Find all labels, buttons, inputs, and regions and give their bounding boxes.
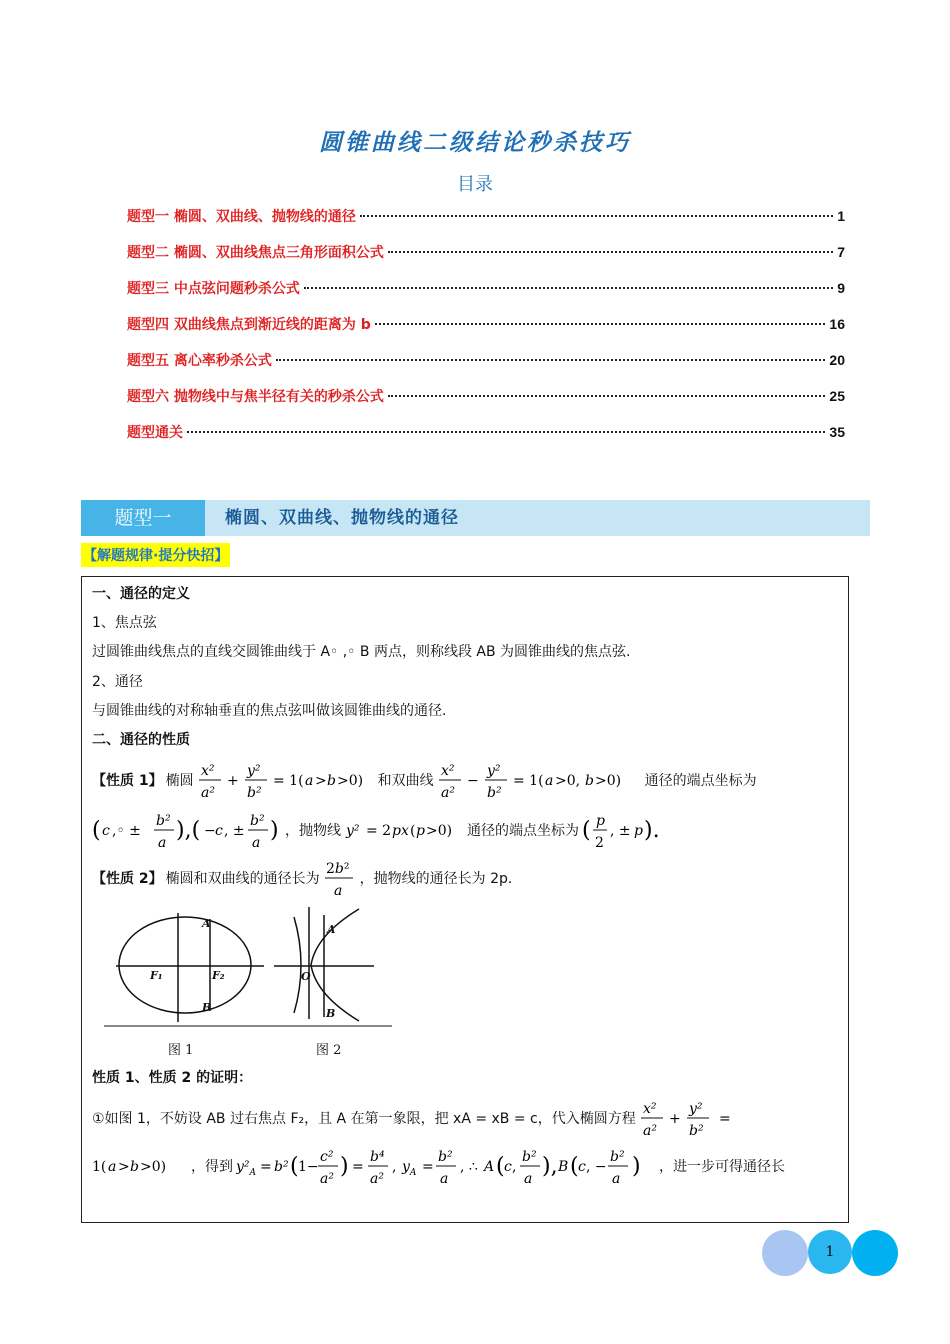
toc-leader [304, 287, 833, 289]
svg-text:>: > [314, 773, 327, 789]
property-1-text-a: 椭圆 [165, 773, 194, 789]
svg-text:1(: 1( [92, 1159, 107, 1175]
property-1-tag: 【性质 1】 [92, 773, 163, 789]
svg-text:a²: a² [370, 1171, 384, 1187]
svg-text:a: a [524, 1171, 533, 1187]
heading-properties: 二、通径的性质 [92, 732, 190, 748]
label-f1: F₁ [150, 969, 163, 982]
svg-text:(: ( [582, 818, 591, 843]
property-2-tag: 【性质 2】 [92, 871, 163, 887]
svg-text:= 2: = 2 [366, 823, 392, 839]
toc-leader [388, 395, 826, 397]
svg-text:A: A [484, 1159, 495, 1175]
svg-text:y²: y² [688, 1101, 703, 1117]
endpoint-coordinates [92, 807, 282, 853]
svg-text:c: c [215, 823, 223, 839]
document-title: 圆锥曲线二级结论秒杀技巧 [319, 130, 631, 156]
svg-text:=: = [422, 1159, 434, 1175]
toc-item-label: 题型一 椭圆、双曲线、抛物线的通径 [127, 209, 356, 225]
svg-text:2: 2 [595, 835, 604, 851]
svg-text:B: B [558, 1159, 569, 1175]
svg-text:a: a [304, 773, 313, 789]
parabola-endpoints [582, 807, 662, 853]
svg-text:, −: , − [586, 1159, 607, 1175]
svg-text:(: ( [410, 823, 416, 839]
svg-text:): ) [632, 1154, 641, 1179]
svg-text:a: a [158, 835, 167, 851]
hyperbola-equation [437, 757, 642, 803]
figure-1-caption: 图 1 [168, 1043, 194, 1058]
svg-text:b²: b² [274, 1159, 289, 1175]
svg-text:a²: a² [642, 1123, 657, 1139]
svg-text:p: p [416, 823, 425, 839]
svg-text:>0,: >0, [554, 773, 580, 789]
section-header [81, 500, 870, 536]
paragraph-focal-chord: 过圆锥曲线焦点的直线交圆锥曲线于 A◦ ,◦ B 两点，则称线段 AB 为圆锥曲线的焦点弦. [92, 644, 631, 660]
svg-text:b⁴: b⁴ [370, 1149, 385, 1165]
proof-text-c: ，进一步可得通径长 [659, 1159, 785, 1175]
svg-text:=: = [718, 1111, 731, 1127]
svg-text:c: c [102, 823, 110, 839]
svg-text:= 1(: = 1( [272, 773, 304, 789]
toc-leader [276, 359, 826, 361]
parabola-equation [344, 807, 464, 853]
svg-text:b²: b² [522, 1149, 537, 1165]
proof-text-a: ①如图 1，不妨设 AB 过右焦点 F₂，且 A 在第一象限，把 xA = xB = c，代入椭圆方程 [92, 1111, 636, 1127]
toc-leader [388, 251, 833, 253]
toc-item-page: 35 [829, 424, 845, 440]
svg-text:): ) [340, 1154, 349, 1179]
svg-text:yA: $y_A$ [402, 1159, 417, 1178]
label-o: O [301, 970, 311, 983]
svg-text:),(: ),( [176, 818, 201, 843]
property-2-text-b: ，抛物线的通径长为 2p. [359, 871, 513, 887]
property-1-text-c: 通径的端点坐标为 [644, 773, 757, 789]
section-title: 椭圆、双曲线、抛物线的通径 [225, 508, 459, 528]
property-2-line [92, 855, 512, 901]
content-box [81, 576, 849, 1223]
toc-item-label: 题型五 离心率秒杀公式 [127, 353, 272, 369]
section-tag: 题型一 [81, 500, 205, 536]
svg-text:a: a [612, 1171, 621, 1187]
svg-text:b²: b² [250, 813, 265, 829]
svg-text:y²: y² [346, 823, 360, 839]
svg-text:y²: y² [246, 763, 261, 779]
proof-ellipse-equation [639, 1095, 739, 1141]
paragraph-latus-rectum: 与圆锥曲线的对称轴垂直的焦点弦叫做该圆锥曲线的通径. [92, 703, 447, 719]
property-1-text-d: ，抛物线 [285, 823, 341, 839]
svg-text:,: , [392, 1159, 397, 1175]
svg-text:p: p [634, 823, 643, 839]
svg-text:2b²: 2b² [325, 861, 350, 877]
svg-text:y²: y² [486, 763, 501, 779]
label-f2: F₂ [212, 969, 225, 982]
svg-text:a: a [333, 883, 342, 899]
svg-text:b²: b² [246, 785, 262, 801]
toc-item[interactable] [127, 242, 845, 278]
toc-item[interactable] [127, 206, 845, 242]
toc-item-page: 9 [837, 280, 845, 296]
property-1-line-2 [92, 807, 662, 853]
svg-text:a: a [544, 773, 553, 789]
svg-text:>: > [118, 1159, 130, 1175]
figure-conics [104, 907, 394, 1032]
label-b-fig2: B [326, 1007, 336, 1020]
svg-text:+: + [668, 1111, 681, 1127]
page-decor-circle-right [852, 1230, 898, 1276]
table-of-contents [127, 206, 845, 458]
toc-item[interactable] [127, 278, 845, 314]
svg-text:b²: b² [688, 1123, 704, 1139]
figure-2-caption: 图 2 [316, 1043, 342, 1058]
page-decor-circle-left [762, 1230, 808, 1276]
toc-item[interactable] [127, 422, 845, 458]
svg-text:),: ), [542, 1154, 558, 1179]
svg-text:x²: x² [200, 763, 215, 779]
svg-text:(: ( [570, 1154, 579, 1179]
svg-text:p: p [596, 813, 605, 829]
toc-leader [187, 431, 825, 433]
svg-text:b²: b² [486, 785, 502, 801]
svg-text:y²A: $y^2_A$ [236, 1159, 257, 1178]
svg-text:a: a [440, 1171, 449, 1187]
proof-line-2 [92, 1143, 785, 1189]
svg-text:=: = [260, 1159, 272, 1175]
svg-text:= 1(: = 1( [512, 773, 544, 789]
svg-text:(: ( [496, 1154, 505, 1179]
svg-text:>0): >0) [140, 1159, 167, 1175]
toc-item[interactable] [127, 386, 845, 422]
toc-item-label: 题型三 中点弦问题秒杀公式 [127, 281, 300, 297]
svg-text:px: px [392, 823, 409, 839]
svg-text:).: ). [644, 818, 660, 843]
proof-heading: 性质 1、性质 2 的证明： [92, 1070, 253, 1086]
toc-leader [360, 215, 833, 217]
svg-text:(: ( [290, 1154, 299, 1179]
svg-text:>0): >0) [426, 823, 453, 839]
proof-derivation [236, 1143, 656, 1189]
toc-item-label: 题型二 椭圆、双曲线焦点三角形面积公式 [127, 245, 384, 261]
svg-text:b: b [584, 773, 594, 789]
toc-item-page: 20 [829, 352, 845, 368]
ellipse-equation [197, 757, 375, 803]
svg-text:b²: b² [438, 1149, 453, 1165]
svg-text:c: c [504, 1159, 512, 1175]
toc-item[interactable] [127, 350, 845, 386]
svg-text:b²: b² [156, 813, 171, 829]
property-1-line-1 [92, 757, 757, 803]
label-a-fig1: A [202, 917, 211, 930]
label-a-fig2: A [327, 923, 336, 936]
svg-text:,: , [512, 1159, 517, 1175]
toc-item[interactable] [127, 314, 845, 350]
latus-rectum-length [323, 855, 357, 901]
toc-item-page: 25 [829, 388, 845, 404]
page-number: 1 [808, 1230, 852, 1274]
proof-condition [92, 1143, 188, 1189]
toc-item-page: 7 [837, 244, 845, 260]
toc-item-label: 题型通关 [127, 425, 183, 441]
svg-text:a²: a² [200, 785, 215, 801]
toc-leader [375, 323, 826, 325]
svg-text:1−: 1− [298, 1159, 319, 1175]
svg-text:a²: a² [320, 1171, 334, 1187]
svg-text:b²: b² [610, 1149, 625, 1165]
toc-item-page: 16 [829, 316, 845, 332]
svg-text:a: a [108, 1159, 117, 1175]
toc-item-label: 题型四 双曲线焦点到渐近线的距离为 b [127, 317, 371, 333]
svg-text:>0): >0) [336, 773, 363, 789]
svg-text:−: − [466, 773, 479, 789]
tips-label: 【解题规律·提分快招】 [81, 543, 230, 567]
svg-text:a: a [252, 835, 261, 851]
proof-text-b: ，得到 [191, 1159, 233, 1175]
toc-heading: 目录 [457, 174, 493, 195]
svg-text:−: − [204, 823, 216, 839]
svg-text:b: b [130, 1159, 139, 1175]
label-b-fig1: B [202, 1001, 212, 1014]
svg-text:c²: c² [320, 1149, 334, 1165]
subheading-latus-rectum: 2、通径 [92, 674, 143, 690]
svg-text:,◦ ±: ,◦ ± [112, 823, 141, 839]
svg-text:=: = [352, 1159, 364, 1175]
toc-item-label: 题型六 抛物线中与焦半径有关的秒杀公式 [127, 389, 384, 405]
svg-text:x²: x² [642, 1101, 657, 1117]
subheading-focal-chord: 1、焦点弦 [92, 615, 157, 631]
svg-text:, ±: , ± [224, 823, 245, 839]
svg-text:): ) [270, 818, 279, 843]
svg-text:a²: a² [440, 785, 455, 801]
toc-item-page: 1 [837, 208, 845, 224]
property-1-text-e: 通径的端点坐标为 [467, 823, 579, 839]
svg-text:c: c [578, 1159, 586, 1175]
svg-text:, ∴: , ∴ [460, 1159, 478, 1175]
property-2-text-a: 椭圆和双曲线的通径长为 [165, 871, 320, 887]
proof-line-1 [92, 1095, 739, 1141]
property-1-text-b: 和双曲线 [377, 773, 434, 789]
heading-definition: 一、通径的定义 [92, 586, 190, 602]
svg-text:>0): >0) [594, 773, 621, 789]
svg-text:, ±: , ± [610, 823, 631, 839]
svg-text:x²: x² [440, 763, 455, 779]
svg-text:b: b [326, 773, 336, 789]
svg-text:+: + [226, 773, 239, 789]
svg-text:(: ( [92, 818, 101, 843]
